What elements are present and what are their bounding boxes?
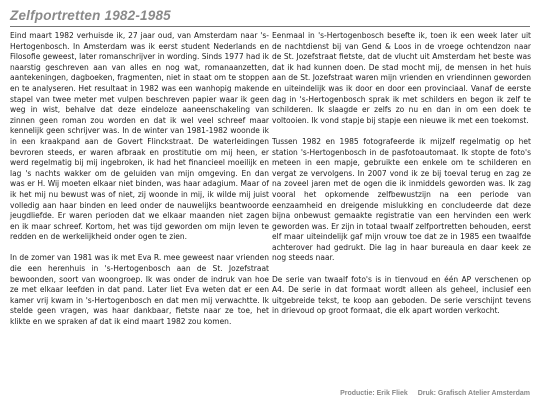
paragraph: Eenmaal in 's-Hertogenbosch besefte ik, toen ik een week later uit de nachtdienst bij van Gend & Loos in de vroege ochtendzon naar de St. Jozefstraat fietste, dat de vlucht uit Amsterdam het beste was dat ik had kunnen doen. De stad mocht mij, de mensen in het huis aan de St. Jozefstraat waren mijn vrienden en vriendinnen geworden en uiteindelijk was ik door en door een provinciaal. Vanaf de eerste dag in 's-Hertogenbosch sprak ik met schilders en begon ik zelf te schilderen. Ik slaagde er zelfs zo nu en dan in om een doek te voltooien. Ik vond stapje bij stapje een nieuwe ik met een toekomst. [272, 31, 531, 125]
print-credit: Druk: Grafisch Atelier Amsterdam [417, 390, 530, 397]
title-rule [10, 26, 530, 27]
page-title: Zelfportretten 1982-1985 [10, 8, 171, 23]
right-column [272, 31, 531, 328]
left-column [10, 31, 269, 338]
paragraph: Eind maart 1982 verhuisde ik, 27 jaar oud, van Amsterdam naar 's-Hertogenbosch. In Amsterdam was ik eerst student Nederlands en Filosofie geweest, later romanschrijver in wording. Sinds 1977 had ik naarstig geschreven aan van alles en nog wat, romanaanzetten, aantekeningen, dagboeken, fragmenten, niet in staat om te stoppen en te analyseren. Het resultaat in 1982 was een wanhopig makende stapel van twee meter met vulpen beschreven papier waar ik geen weg in wist, behalve dat deze eindeloze aaneenschakeling van zinnen geen roman zou worden en dat ik wel veel schreef maar kennelijk geen schrijver was. In de winter van 1981-1982 woonde ik in een kraakpand aan de Govert Flinckstraat. De waterleidingen bevroren steeds, er waren afbraak en prostitutie om mij heen, er werd regelmatig bij mij ingebroken, ik had het financieel moeilijk en lag 's nachts wakker om de geluiden van mijn omgeving. En dan was er H. Wij moeten elkaar niet binden, was haar adagium. Maar of ik het mij nu bewust was of niet, zij woonde in mij, ik wilde mij juist volledig aan haar binden en leed onder de nauwelijks beantwoorde jeugdliefde. Er waren perioden dat we elkaar maanden niet zagen en ik maar schreef. Kortom, het was tijd geworden om mijn leven te redden en de werkelijkheid onder ogen te zien. [10, 31, 269, 242]
paragraph: In de zomer van 1981 was ik met Eva R. mee geweest naar vrienden die een herenhuis in 's-Hertogenbosch aan de St. Jozefstraat bewoonden, soort van woongroep. Ik was onder de indruk van hoe ze met elkaar leefden in dat pand. Later liet Eva weten dat er een kamer vrij kwam in 's-Hertogenbosch en dat men mij verwachtte. Ik stelde geen vragen, was haar dankbaar, fietste naar ze toe, het klikte en we spraken af dat ik eind maart 1982 zou komen. [10, 253, 270, 327]
paragraph: De serie van twaalf foto's is in tienvoud en één AP verschenen op A4. De serie in dat formaat wordt alleen als geheel, inclusief een uitgebreide tekst, te koop aan geboden. De serie verschijnt tevens in drievoud op groot formaat, die elk apart worden verkocht. [272, 274, 531, 316]
production-credit: Productie: Erik Fliek [340, 390, 408, 397]
paragraph: Tussen 1982 en 1985 fotografeerde ik mijzelf regelmatig op het station 's-Hertogenbosch in de pasfotoautomaat. Ik stopte de foto's meteen in een mapje, gebruikte een enkele om te schilderen en vergat ze vervolgens. In 2007 vond ik ze bij toeval terug en zag ze na zoveel jaren met de ogen die ik inmiddels geworden was. Ik zag vooral het opkomende zelfbewustzijn na een periode van eenzaamheid en dreigende mislukking en concludeerde dat deze bijna onbewust gemaakte registratie van een hervinden een werk geworden was. Er zijn in totaal twaalf zelfportretten behouden, eerst elf maar uiteindelijk gaf mijn vrouw toe dat ze in 1985 een twaalfde achterover had gedrukt. Die lag in haar bureaula en daar keek ze nog steeds naar. [272, 136, 531, 263]
colophon [340, 390, 530, 397]
